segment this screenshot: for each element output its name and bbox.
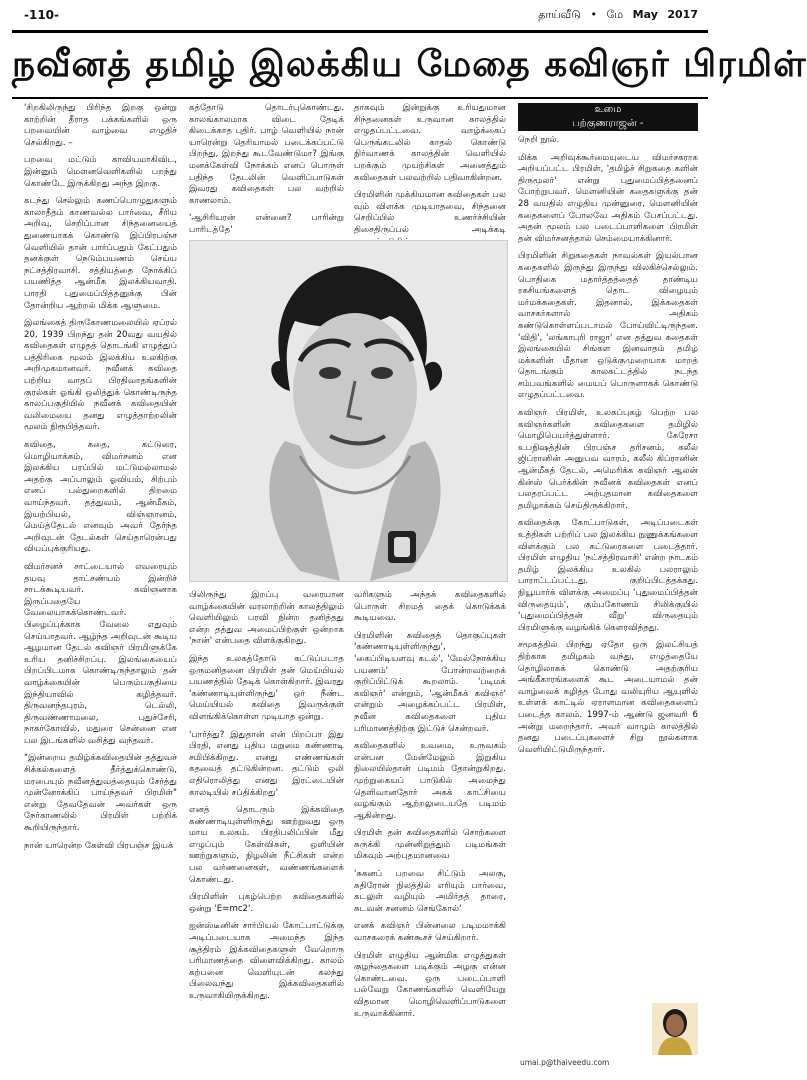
paragraph: கத்தோடு தொடர்புகொண்டது. காலங்காலமாக விடை தேடிக் கிடைக்காத புதிர். பாழ் வெளியில் நான் யாரென்று தெரியாமல் படைக்கப்பட்டு பிறந்து, இறந்து கூடவேண்டுமா? இங்கு மனக்கேள்வி நோக்கம் எனப் பொருள் பதிந்த தேடலின் வெளிப்பாடுகள் இவரது கவிதைகள் பல வற்றில் காணலாம். xyxy=(189,103,344,206)
paragraph: சமூகத்தில் பிறந்து ஏதோ ஒரு இலட்சியத் திற்காக தமிழகம் வந்து, எழுத்தையே தொழிலாகக் கொண்டு அதற்குரிய அங்கீகாரங்களைக் கூட அடையாமல் தன் வாழ்வைக் கழித்த போது வலியுரிய ஆயுளில் உள்ளக் காட்டில் ஏராளமான கவிதைகளைப் படைத்த காலம். 1997-ம் ஆண்டு ஜனவரி 6 அன்று மறைந்தார். அவர் வாழும் காலத்தில் தனது படைப்புகளைச் சிறு நூல்களாக வெளியிட்டுமிருந்தார். xyxy=(518,640,698,755)
paragraph: நெறி நூல். xyxy=(518,135,560,145)
paragraph: கவிதை, கதை, கட்டுரை, மொழியாக்கம், விமர்சனம் என இலக்கிய பரப்பில் மட்டுமல்லாமல் அதற்கு அப்பாலும் ஓவியம், சிற்பம் எனப் பல்துறைகளில் திறமை வாய்ந்தவர். தத்துவம், ஆன்மீகம், இயற்பியல், விஞ்ஞானம், மெய்த்தேடல் எனவும் அவர் தேர்ந்த அறிவுடன் தேடல்கள் செய்தாரென்பது வியப்புக்குரியது. xyxy=(24,440,177,555)
author-byline xyxy=(518,103,698,131)
paragraph: கவிதைக்கு கோட்பாடுகள், அடிப்படைகள் உத்திகள் பற்றிப் பல இலக்கிய நுணுக்கங்களை விளக்கும் பல கட்டுரைகளை படைத்தார். பிரமிள் எழுதிய 'நட்சத்திரவாசி' என்ற நாடகம் தமிழ் இலக்கிய உலகில் பலராலும் பாராட்டப்பட்டது. குறிப்பிடத்தக்கது. நியூயார்க் விளக்கு அமைப்பு 'புதுமைப்பித்தன் விருதையும்', கும்பகோணம் சிலிக்குயில் 'புதுமைப்பித்தன் வீறு' விருதையும் பிரமிளுக்கு வழங்கிக் கௌரவித்தது. xyxy=(518,518,698,633)
paragraph: பிரமிளின் முக்கியமான கவிதைகள் பல வும் விளக்க முடியாதவை, சிந்தனை செறிப்பில் உணர்ச்சியின் திசைதிருப்பல் அடிக்கடி xyxy=(354,190,506,235)
issue-info: தாய்வீடு • மே May 2017 xyxy=(538,8,698,21)
paragraph: தாகவும் இன்றுக்கு உரியதுமான சிந்தனைகள் உருவான காலத்தில் எழுதப்பட்டவை. வாழ்க்கைப் பெருங்கடலில் காதல் கொண்டு நிர்வாணக் காலத்தின் வெளியில் பறக்கும் முயற்சிகள் அனைத்தும் கவிதைகள் பலவற்றில் பதிவாகின்றன. xyxy=(354,103,506,183)
poem-quote: 'பார்த்து? இதுதான் என் பிறப்பா இது பிரதி, எனது புதிய மறுமை கண்ணாடி சமிபிக்கிறது. எனது எண்ணங்கள் கதவைத் தட்டுகின்றன. தட்டும் ஒலி எதிரொலித்து எனது இரட்டையின் காலடியில் சப்திக்கிறது' xyxy=(189,729,344,798)
paragraph: "இன்றைய தமிழ்க்கவிதையின் தத்துவச் சிக்கல்களைத் தீர்த்துக்கொண்டு, மரபையும் நவீனத்துவத்தையும் சேர்த்து முன்னோக்கிப் பாய்ந்தவர் பிரமிள்" என்று தேவதேவன் அவர்கள் ஒரு நேர்காணலில் பிரமிள் பற்றிக் கூறியிருந்தார். xyxy=(24,753,177,834)
article-column-3-top xyxy=(354,103,506,235)
paragraph: பிரமிள் எழுதிய ஆன்மிக எழுத்துகள் குழந்தைகளை படிக்கும் அழகு என்ன கொண்டவை. ஒரு படைப்பாளி பல்வேறு கோணங்களில் வெளியேறு விதமான மொழிவெளிப்பாடுகளை உருவாக்கினார். xyxy=(354,950,506,1019)
issue-month-tamil: மே xyxy=(606,8,624,21)
author-avatar xyxy=(652,1003,698,1055)
article-column-4 xyxy=(518,135,698,1035)
article-column-3-bottom xyxy=(354,590,506,1070)
paragraph: எனத் தொடரும் இக்கவிதை கண்ணாடியுள்ளிருந்து ஊற்றுவது ஒரு மாய உலகம். பிரதிபலிப்பின் மீது எழுப்பும் கேள்விகள், ஒளியின் ஊற்றுகளும், நிழலின் நீட்சிகள் என்ற பல வர்ணனைகள், வண்ணங்களைக் கொண்டது. xyxy=(189,805,344,885)
paragraph: கவிதைகளில் உவமை, உருவகம் என்பன மேன்மேலும் இறுகிய நிலையில்தான் படிமம் தோன்றுகிறது. முற்றுகையப் பாடுகில் அமைந்து தெளிவானதோர் அகக் காட்சியை வழங்கும் ஆற்றலுடையதே படிமம் ஆகின்றது. xyxy=(354,741,506,821)
poet-portrait-photo xyxy=(189,240,508,582)
author-name-line2: பற்குணராஜன் - xyxy=(572,118,644,129)
paragraph: நான் யாரென்ற கேள்வி பிரபஞ்ச இயக் xyxy=(24,840,174,851)
paragraph: பறவை மட்டும் காவியமாகிவிட, இன்னும் மௌனவெளிகளில் பறந்து கொண்டே இருக்கிறது அந்த இறகு. xyxy=(24,155,177,189)
author-photo xyxy=(652,1003,698,1055)
author-email[interactable]: umai.p@thaiveedu.com xyxy=(520,1058,610,1067)
portrait-illustration xyxy=(190,241,507,581)
paragraph: வரிகளும் அந்தக் கவிதைகளில் பொருள் சிறமத் தைக் கொடுக்கக் கூடியவை. xyxy=(354,590,506,624)
article-title: நவீனத் தமிழ் இலக்கிய மேதை கவிஞர் பிரமிள் xyxy=(12,30,708,99)
page-number: -110- xyxy=(24,8,60,22)
article-column-2-top xyxy=(189,103,344,235)
paragraph: கவிஞர் பிரமிள், உலகப்புகழ் பெற்ற பல கவிஞர்களின் கவிதைகளை தமிழில் மொழிபெயர்த்துள்ளார். கேரேசா உபநிஷத்தின் பிரபஞ்ச தரிசனம், கலீல் ஜிப்ரானின் அனுபவ வாரம், கலீல் கிப்ரானின் ஆன்மீகத் தேடல், அமெரிக்க கவிஞர் ஆலன் கின்ஸ் பெர்க்கின் நவீனக் கவிதைகள் எனப் பலதரப்பட்ட அற்புதமான கவிதைகளை தமிழாக்கம் செய்திருக்கிறார். xyxy=(518,408,698,511)
paragraph: பிரமிளின் கவிதைத் தொகுப்புகள் 'கண்ணாடியுள்ளிருந்து', 'கைப்பிடியளவு கடல்', 'மேல்நோக்கிய பயணம்' போன்றவற்றைக் குறிப்பிட்டுக் கூறலாம். 'படிமக் கவிஞர்' என்றும், 'ஆன்மீகக் கவிஞர்' என்றும் அழைக்கப்பட்ட பிரமிள், நவீன கவிதைகளை புதிய பரிமாணத்திற்கு இட்டுச் சென்றவர். xyxy=(354,630,506,734)
paragraph: மிக்க அறிவுக்கூர்மையுடைய விமர்சகராக அறியப்பட்ட பிரமிள், 'தமிழ்ச் சிறுகதை களின் திருமூலர்' என்று புதுமைப்பித்தனைப் போற்றுபவர். மௌனியின் கதைகளுக்கு தன் 28 வயதில் எழுதிய முன்னுரை, மௌனியின் கதைகளைப் போலவே அதிகம் பேசப்பட்டது. அதன் மூலம் பல படைப்பாளிகளை பிரமிள் தன் விமர்சனத்தால் செம்மையாக்கினார். xyxy=(518,152,698,244)
paragraph: ஐன்ஸ்டீனின் சார்பியல் கோட்பாட்டுக்கு அடிப்படையாக அமைந்த இந்த சூத்திரம் இக்கவிதைகளுள் வேறொரு பரிமாணத்தை விளைவிக்கிறது. காலம் கற்பனை வெளியுடன் கலந்து பிலைவந்து இக்கவிதைகளில் உருவாகியிருக்கிறது. xyxy=(189,921,344,1001)
paragraph: இலங்கைத் திருகோணமலையில் ஏப்ரல் 20, 1939 பிறந்து தன் 20வது வயதில் கவிதைகள் எழுதத் தொடங்கி எழுத்துப் பத்திரிகை மூலம் இலக்கிய உலகிற்கு அறிமுகமானவர். நவீனக் கவிதை பற்றிய வாதப் பிரதிவாதங்களின் குரல்கள் ஓங்கி ஒலித்துக் கொண்டிருந்த காலப்பகுதியில் நவீனக் கவிதையின் வலிமையை தனது எழுத்தாற்றலின் மூலம் நிரூபித்தவர். xyxy=(24,318,177,433)
paragraph: கடந்து செல்லும் கணப்பொழுதுகளும் காலாதீதம் காணவல்ல பார்வை, சீரிய அறிவு, செறிப்பான சிந்தனையைத் துணையாகக் கொண்டு இப்பிரபஞ்ச வெளியில் தான் பார்ப்பதும் கேட்பதும் தனக்குள் நெடும்பயணம் செய்ய நட்சத்திரவாசி. சத்தியத்தை நோக்கிப் பயணித்த ஆன்மீக இலக்கியவாதி. பாரதி புதுமைப்பித்தனுக்கு பின் தோன்றிய ஆற்றல் மிக்க ஆளுமை. xyxy=(24,196,177,311)
article-column-2-bottom xyxy=(189,590,344,1070)
issue-month: May xyxy=(632,8,658,21)
paragraph: எனக் கவிஞர் பின்னலை படிமமாக்கி வாசகரைக் கண்கூசச் செய்கிறார். xyxy=(354,921,506,944)
article-column-1 xyxy=(24,103,177,1063)
issue-year: 2017 xyxy=(667,8,698,21)
magazine-name: தாய்வீடு xyxy=(538,8,581,21)
poem-quote: 'சுகனப் பறவை சிட்டும் அலகு, சுதிரோன் நிலத்தில் எரியும் பார்வை, கடலுள் வழியும் அமிர்தத் தாரை, சுடவன் சனனம் செங்கோல்' xyxy=(354,869,506,914)
paragraph: பிரமிளின் புகழ்பெற்ற கவிதைகளில் ஒன்று 'E=mc2'. xyxy=(189,892,344,914)
author-name-line1: உமை xyxy=(594,104,622,115)
paragraph: பிரமிளின் சிறுகதைகள் நாவல்கள் இயல்பான கதைகளில் இருந்து இருந்து விலகிச்செல்லும். பொதிகை மதார்த்தத்தைத் தாண்டிய ரகசியங்களைத் தொட விழையும் மர்மக்கதைகள். இதனால், இக்கதைகள் வாசகர்களால் அதிகம் கண்டுகொள்ளப்படாமல் போய்விட்டிருந்தன. 'விதி', 'லங்காபுரி ராஜா' என தத்துவ கதைகள் இலங்கையில் சிங்கள இனவாதம் தமிழ் மக்களின் மீதான ஒடுக்குமுறையாக மாறத் தொடங்கும் காலகட்டத்தில் நடந்த சம்பவங்களில் மையப் பொருளாகக் கொண்டு எழுதப்பட்டவை. xyxy=(518,251,698,401)
paragraph: 'சிறகிலிருந்து பிரிந்த இறகு ஒன்று காற்றின் தீராத பக்கங்களில் ஒரு பறவையின் வாழ்வை எழுதிச் செல்கிறது. – xyxy=(24,103,177,148)
paragraph: பிலிருந்து இறப்பு வரையான வாழ்க்கையின் வரலாற்றின் காலத்திலும் வெளியிலும் பரவி நின்ற தனித்தது என்ற தத்துவ அமைப்பிற்குள் ஒன்றாக 'நான்' என்பதை விளக்குகிறது. xyxy=(189,590,344,647)
paragraph: விமர்சனச் சாட்டையால் எவரையும் தயவு தாட்சண்யம் இன்றிச் சாடக்கூடியவர். கவிஞனாக இருப்பதையே வேலையாகக்கொண்டவர். பிழைப்புக்காக வேலை எதுவும் செய்யாதவர். ஆழ்ந்த அறிவுடன் கூடிய ஆழமான தேடல் கவிஞர் பிரமிளுக்கே உரிய தனிச்சிறப்பு. இலங்கையைப் பிறப்பிடமாக கொண்டிருந்தாலும் தன் வாழ்க்கையின் பெரும்பகுதியை இந்தியாவில் கழித்தவர். திருவனந்தபுரம், டெல்லி, திருவண்ணாமலை, புதுச்சேரி, நாகர்கோவில், மதுரை சென்னை என பல இடங்களில் வசித்து வந்தவர். xyxy=(24,561,177,746)
poem-quote: 'ஆசிரியரன் என்னை? பாரின்று பாரிடத்தே' xyxy=(189,213,344,235)
paragraph: பிரமிள் தன் கவிதைகளில் சொற்களை சுருக்கி முன்னிறுத்தும் படிமங்கள் மிகவும் அற்புதமானவை xyxy=(354,828,506,862)
running-header xyxy=(0,0,720,22)
paragraph: இந்த உலகத்தோடு கட்டுப்படாத ஒருமனிதனை பிரமிள் தன் மெய்யியல் பயணத்தில் தேடிக் கொள்கிறார். இவரது 'கண்ணாடியுள்ளிருந்து' ஒர் நீண்ட மெய்யியல் கவிதை இவருக்குள் விளங்கிக்கொள்ள முடியாத ஒன்று. xyxy=(189,653,344,722)
